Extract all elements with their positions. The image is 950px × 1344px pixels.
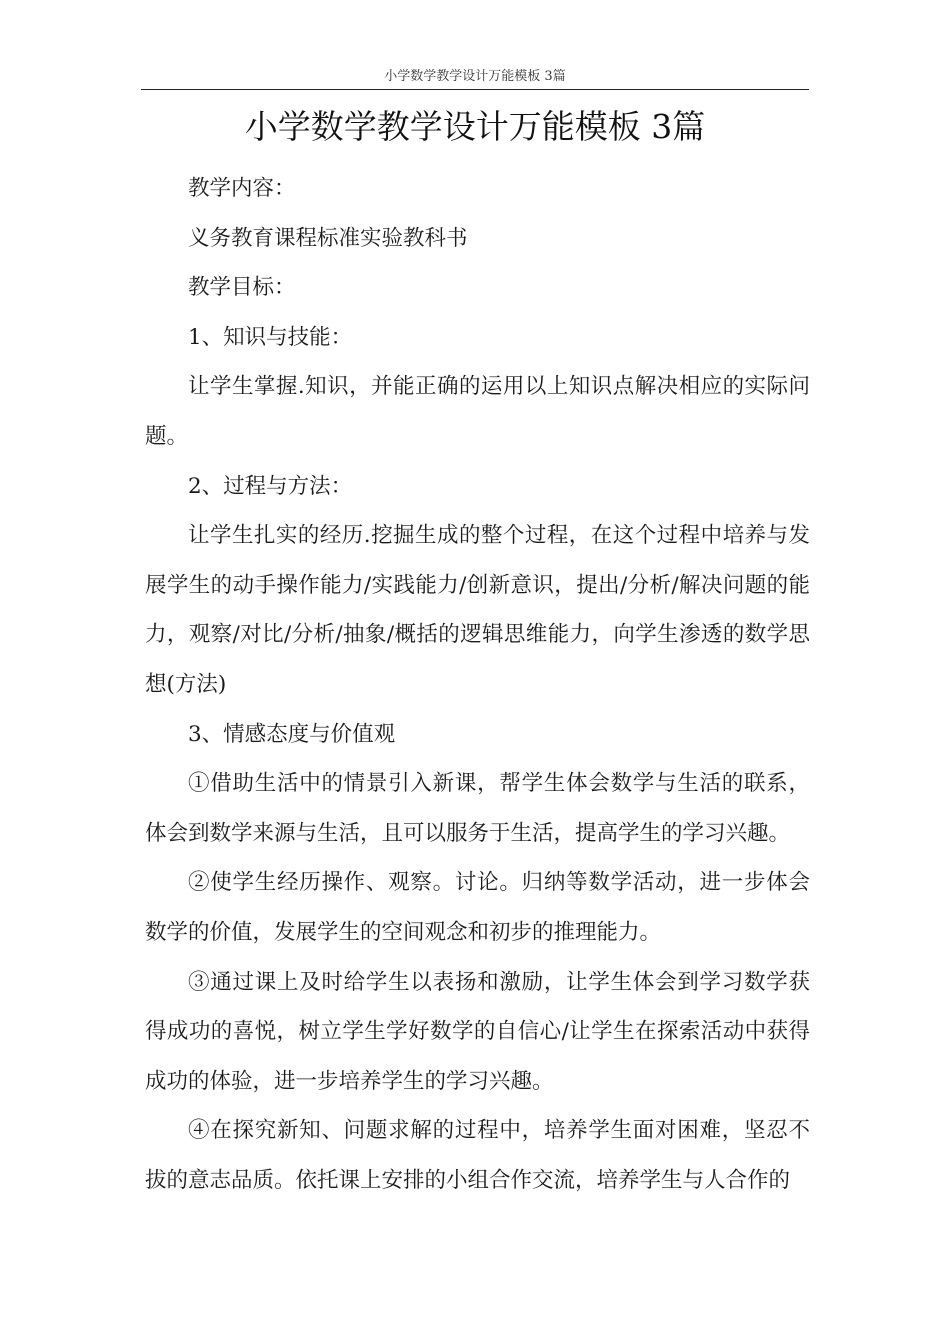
paragraph-goal-3: ③通过课上及时给学生以表扬和激励，让学生体会到学习数学获得成功的喜悦，树立学生学好数学的自信心/让学生在探索活动中获得成功的体验，进一步培养学生的学习兴趣。 xyxy=(145,969,810,1094)
running-header: 小学数学教学设计万能模板 3篇 xyxy=(384,69,566,84)
paragraph-knowledge-skills-heading: 1、知识与技能： xyxy=(188,324,353,350)
paragraph-knowledge-skills: 让学生掌握.知识，并能正确的运用以上知识点解决相应的实际问题。 xyxy=(145,374,810,449)
paragraph-process-methods-heading: 2、过程与方法： xyxy=(188,473,353,499)
document-title: 小学数学教学设计万能模板 3篇 xyxy=(244,107,706,146)
paragraph-emotion-values-heading: 3、情感态度与价值观 xyxy=(188,721,396,747)
paragraph-goal-4: ④在探究新知、问题求解的过程中，培养学生面对困难，坚忍不拔的意志品质。依托课上安排的小组合作交流，培养学生与人合作的 xyxy=(145,1118,810,1193)
paragraph-textbook: 义务教育课程标准实验教科书 xyxy=(188,225,468,251)
paragraph-teaching-content-label: 教学内容： xyxy=(188,176,296,201)
header-rule xyxy=(141,89,809,90)
paragraph-goal-1: ①借助生活中的情景引入新课，帮学生体会数学与生活的联系，体会到数学来源与生活，且可以服务于生活，提高学生的学习兴趣。 xyxy=(145,771,810,846)
paragraph-goal-2: ②使学生经历操作、观察。讨论。归纳等数学活动，进一步体会数学的价值，发展学生的空间观念和初步的推理能力。 xyxy=(145,870,810,945)
paragraph-teaching-goals-label: 教学目标： xyxy=(188,275,296,301)
paragraph-process-methods: 让学生扎实的经历.挖掘生成的整个过程，在这个过程中培养与发展学生的动手操作能力/实践能力/创新意识，提出/分析/解决问题的能力，观察/对比/分析/抽象/概括的逻辑思维能力，向学生渗透的数学思想(方法) xyxy=(145,523,810,697)
document-body xyxy=(145,164,810,1205)
